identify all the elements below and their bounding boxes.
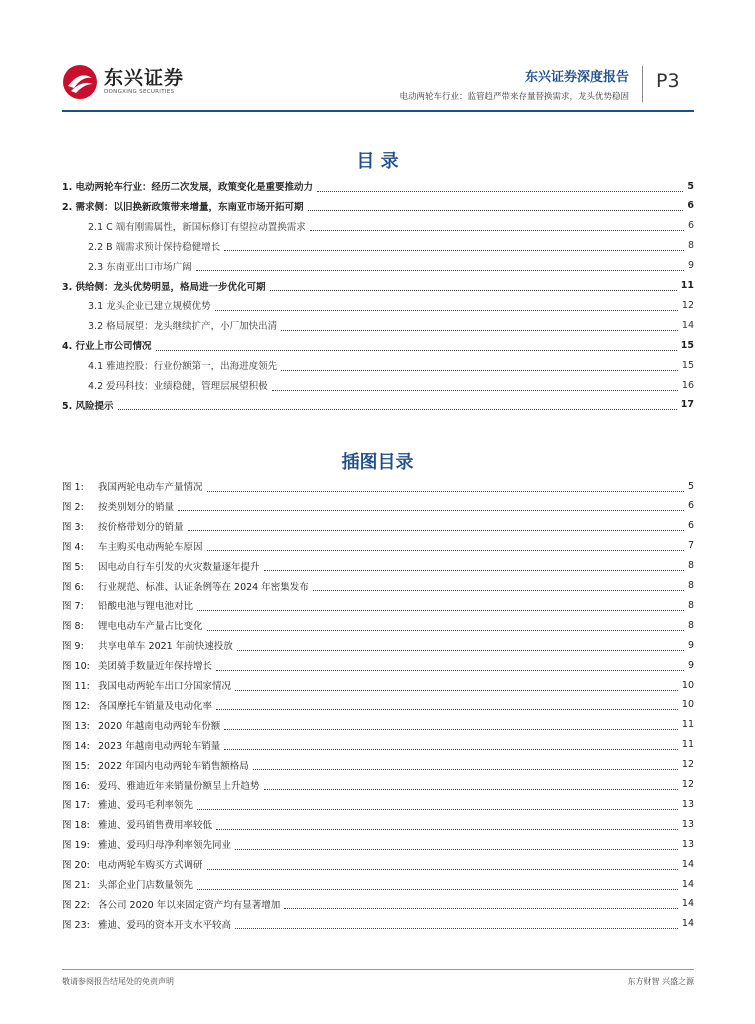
dot-leader <box>281 360 678 371</box>
entry-page-number: 5 <box>687 480 694 492</box>
entry-page-number: 10 <box>681 679 694 691</box>
entry-page-number: 13 <box>681 838 694 850</box>
entry-label <box>88 298 211 312</box>
entry-label <box>62 539 203 553</box>
entry-title: 各公司 2020 年以来固定资产均有显著增加 <box>98 899 281 911</box>
entry-label <box>62 837 231 851</box>
figure-entry[interactable] <box>62 756 694 774</box>
dot-leader <box>224 719 678 730</box>
entry-label <box>62 499 174 513</box>
dot-leader <box>284 898 678 909</box>
dot-leader <box>216 699 678 710</box>
footer-slogan: 东方财智 兴盛之源 <box>627 977 694 986</box>
entry-label <box>62 519 184 533</box>
entry-label <box>62 917 231 931</box>
report-title: 东兴证券深度报告 <box>524 70 629 85</box>
toc-entry[interactable] <box>62 296 694 314</box>
dot-leader <box>310 220 684 231</box>
entry-number: 3. <box>62 281 73 293</box>
entry-page-number: 12 <box>681 299 694 311</box>
dot-leader <box>197 879 678 890</box>
entry-number: 图 23: <box>62 919 90 931</box>
entry-page-number: 17 <box>680 399 694 411</box>
dot-leader <box>253 759 678 770</box>
entry-page-number: 7 <box>687 540 694 552</box>
entry-number: 图 20: <box>62 860 90 872</box>
entry-number: 图 12: <box>62 700 90 712</box>
entry-page-number: 14 <box>681 898 694 910</box>
entry-label <box>62 579 309 593</box>
entry-label <box>62 758 249 772</box>
dot-leader <box>235 680 678 691</box>
figure-entry[interactable] <box>62 696 694 714</box>
entry-number: 4. <box>62 341 73 353</box>
entry-label <box>62 718 220 732</box>
entry-number: 图 21: <box>62 880 90 891</box>
entry-label <box>62 479 203 493</box>
entry-title: 车主购买电动两轮车原因 <box>98 541 203 553</box>
dot-leader <box>317 181 683 192</box>
entry-page-number: 6 <box>687 200 694 212</box>
entry-title: 雅迪、爱玛的资本开支水平较高 <box>98 919 232 931</box>
entry-title: 爱玛、雅迪近年来销量份额呈上升趋势 <box>98 780 260 792</box>
entry-page-number: 5 <box>687 180 694 192</box>
figure-entry[interactable] <box>62 776 694 794</box>
entry-page-number: 8 <box>687 619 694 631</box>
entry-page-number: 14 <box>681 878 694 890</box>
entry-title: 行业上市公司情况 <box>75 341 152 353</box>
entry-number: 图 5: <box>62 561 84 573</box>
entry-label <box>62 279 266 293</box>
toc-entry[interactable] <box>62 356 694 374</box>
entry-title: 风险提示 <box>75 400 114 412</box>
entry-number: 图 11: <box>62 681 90 692</box>
dot-leader <box>207 859 678 870</box>
entry-page-number: 11 <box>680 280 694 291</box>
dot-leader <box>216 819 678 830</box>
entry-number: 图 6: <box>62 581 84 593</box>
company-logo <box>62 64 184 100</box>
entry-label <box>62 598 193 612</box>
dot-leader <box>235 839 678 850</box>
entry-title: 锂电电动车产量占比变化 <box>98 621 203 633</box>
entry-page-number: 14 <box>681 319 694 331</box>
entry-title: 铅酸电池与锂电池对比 <box>98 601 194 613</box>
entry-title: B 端需求预计保持稳健增长 <box>106 241 221 253</box>
entry-number: 2.3 <box>88 261 104 273</box>
entry-label <box>88 358 277 372</box>
entry-page-number: 8 <box>687 240 694 252</box>
toc-title: 目 录 <box>356 151 399 172</box>
entry-title: 我国电动两轮车出口分国家情况 <box>98 681 232 692</box>
entry-number: 2. <box>62 201 73 213</box>
figure-entry[interactable] <box>62 915 694 933</box>
entry-page-number: 13 <box>681 818 694 830</box>
figure-entry[interactable] <box>62 557 694 575</box>
entry-number: 图 17: <box>62 800 90 812</box>
header-rule <box>62 110 694 112</box>
entry-number: 图 7: <box>62 601 84 613</box>
entry-page-number: 16 <box>681 379 694 391</box>
entry-number: 2.2 <box>88 241 104 253</box>
entry-label <box>62 857 203 871</box>
entry-label <box>62 199 304 213</box>
entry-title: 需求侧：以旧换新政策带来增量，东南亚市场开拓可期 <box>75 201 304 213</box>
entry-number: 图 3: <box>62 521 84 533</box>
report-subtitle: 电动两轮车行业：监管趋严带来存量替换需求，龙头优势稳固 <box>399 92 629 102</box>
entry-page-number: 6 <box>687 220 694 232</box>
figure-entry[interactable] <box>62 875 694 893</box>
entry-page-number: 6 <box>687 520 694 532</box>
dot-leader <box>197 799 678 810</box>
logo-english-name: DONGXING SECURITIES <box>104 89 175 95</box>
dot-leader <box>216 660 684 671</box>
dot-leader <box>118 399 677 410</box>
entry-title: 雅迪、爱玛毛利率领先 <box>98 800 194 812</box>
entry-title: 按价格带划分的销量 <box>98 521 184 533</box>
dot-leader <box>215 300 678 311</box>
entry-number: 图 14: <box>62 740 90 752</box>
entry-page-number: 11 <box>681 739 694 751</box>
entry-number: 5. <box>62 400 73 412</box>
entry-title: 供给侧：龙头优势明显，格局进一步优化可期 <box>75 281 266 293</box>
dot-leader <box>156 340 677 351</box>
entry-label <box>88 219 306 233</box>
entry-page-number: 10 <box>681 699 694 711</box>
toc-entry[interactable] <box>62 177 694 195</box>
toc-entry[interactable] <box>62 376 694 394</box>
entry-number: 图 10: <box>62 661 90 673</box>
dot-leader <box>207 481 684 492</box>
entry-label <box>62 778 260 792</box>
footer-disclaimer: 敬请参阅报告结尾处的免责声明 <box>62 977 174 986</box>
entry-number: 图 16: <box>62 780 90 792</box>
figure-entry[interactable] <box>62 736 694 754</box>
figure-entry[interactable] <box>62 616 694 634</box>
entry-title: 雅迪控股：行业份额第一，出海进度领先 <box>106 361 278 373</box>
entry-label <box>88 318 277 332</box>
footer-rule <box>62 969 694 970</box>
entry-number: 3.1 <box>88 301 104 313</box>
dot-leader <box>264 560 684 571</box>
entry-page-number: 9 <box>687 260 694 272</box>
entry-label <box>62 618 203 632</box>
entry-number: 1. <box>62 182 73 193</box>
entry-title: 爱玛科技：业绩稳健，管理层展望积极 <box>106 381 268 392</box>
entry-number: 图 2: <box>62 501 84 513</box>
entry-label <box>62 897 280 911</box>
dot-leader <box>188 520 684 531</box>
figure-entry[interactable] <box>62 636 694 654</box>
figure-entry[interactable] <box>62 497 694 515</box>
entry-title: 按类别划分的销量 <box>98 501 175 513</box>
entry-number: 图 22: <box>62 899 90 911</box>
entry-title: 2023 年越南电动两轮车销量 <box>98 740 221 752</box>
entry-label <box>88 239 220 253</box>
figure-entry[interactable] <box>62 577 694 595</box>
entry-number: 图 1: <box>62 482 84 493</box>
entry-number: 图 19: <box>62 840 90 852</box>
dot-leader <box>197 600 684 611</box>
entry-page-number: 15 <box>681 359 694 371</box>
entry-number: 图 13: <box>62 720 90 732</box>
entry-title: 雅迪、爱玛销售费用率较低 <box>98 820 213 832</box>
figure-entry[interactable] <box>62 517 694 535</box>
entry-label <box>62 698 212 712</box>
entry-page-number: 14 <box>681 858 694 870</box>
figure-entry[interactable] <box>62 835 694 853</box>
entry-title: 各国摩托车销量及电动化率 <box>98 700 213 712</box>
dot-leader <box>207 620 684 631</box>
figure-entry[interactable] <box>62 477 694 495</box>
entry-title: 格局展望：龙头继续扩产，小厂加快出清 <box>106 321 278 333</box>
dot-leader <box>281 320 678 331</box>
figure-entry[interactable] <box>62 596 694 614</box>
entry-number: 2.1 <box>88 221 104 233</box>
entry-number: 图 8: <box>62 621 84 633</box>
entry-page-number: 12 <box>681 759 694 771</box>
figure-entry[interactable] <box>62 676 694 694</box>
entry-page-number: 13 <box>681 798 694 810</box>
entry-label <box>62 797 193 811</box>
entry-title: 头部企业门店数量领先 <box>98 880 194 891</box>
dot-leader <box>308 200 684 211</box>
figure-entry[interactable] <box>62 716 694 734</box>
dot-leader <box>235 918 678 929</box>
entry-label <box>62 678 231 692</box>
toc-entry[interactable] <box>62 336 694 354</box>
entry-label <box>62 877 193 891</box>
figure-entry[interactable] <box>62 656 694 674</box>
dot-leader <box>270 280 677 291</box>
entry-number: 3.2 <box>88 321 104 333</box>
entry-page-number: 14 <box>681 918 694 930</box>
entry-label <box>62 398 114 412</box>
figures-title: 插图目录 <box>341 452 414 473</box>
entry-page-number: 9 <box>687 639 694 651</box>
entry-number: 图 15: <box>62 760 90 772</box>
toc-entry[interactable] <box>62 257 694 275</box>
dot-leader <box>196 260 684 271</box>
entry-label <box>88 259 192 273</box>
dot-leader <box>272 380 678 391</box>
entry-page-number: 11 <box>681 719 694 731</box>
entry-number: 4.1 <box>88 361 104 373</box>
entry-title: 东南亚出口市场广阔 <box>106 261 192 273</box>
entry-page-number: 15 <box>680 339 694 351</box>
toc-entry[interactable] <box>62 237 694 255</box>
entry-title: 行业规范、标准、认证条例等在 2024 年密集发布 <box>98 581 309 593</box>
entry-label <box>62 817 212 831</box>
dot-leader <box>237 640 684 651</box>
entry-page-number: 8 <box>687 599 694 611</box>
figure-entry[interactable] <box>62 795 694 813</box>
entry-title: 电动两轮车购买方式调研 <box>98 860 203 872</box>
entry-label <box>88 378 268 392</box>
page-label: P3 <box>656 70 680 92</box>
dongxing-logo-icon <box>62 64 98 100</box>
dot-leader <box>224 739 678 750</box>
entry-title: 电动两轮车行业：经历二次发展，政策变化是重要推动力 <box>75 182 314 193</box>
entry-title: C 端有刚需属性，新国标修订有望拉动置换需求 <box>106 221 306 233</box>
entry-page-number: 8 <box>687 580 694 591</box>
entry-title: 共享电单车 2021 年前快速投放 <box>98 641 233 653</box>
toc-entry[interactable] <box>62 277 694 295</box>
entry-title: 因电动自行车引发的火灾数量逐年提升 <box>98 561 260 573</box>
logo-chinese-name: 东兴证券 <box>104 67 185 89</box>
dot-leader <box>264 779 678 790</box>
dot-leader <box>224 240 684 251</box>
toc-entry[interactable] <box>62 197 694 215</box>
entry-number: 图 18: <box>62 820 90 832</box>
entry-number: 图 9: <box>62 641 84 653</box>
entry-title: 龙头企业已建立规模优势 <box>106 301 211 313</box>
entry-page-number: 8 <box>687 560 694 572</box>
entry-label <box>62 638 233 652</box>
entry-page-number: 6 <box>687 500 694 512</box>
entry-title: 我国两轮电动车产量情况 <box>98 482 203 493</box>
entry-label <box>62 179 313 193</box>
entry-page-number: 9 <box>687 659 694 671</box>
entry-title: 2020 年越南电动两轮车份额 <box>98 720 221 732</box>
figure-entry[interactable] <box>62 855 694 873</box>
toc-entry[interactable] <box>62 316 694 334</box>
entry-title: 雅迪、爱玛归母净利率领先同业 <box>98 840 232 852</box>
figure-entry[interactable] <box>62 537 694 555</box>
entry-label <box>62 738 220 752</box>
entry-label <box>62 338 152 352</box>
toc-entry[interactable] <box>62 217 694 235</box>
figure-entry[interactable] <box>62 815 694 833</box>
entry-title: 2022 年国内电动两轮车销售额格局 <box>98 760 249 772</box>
toc-entry[interactable] <box>62 396 694 414</box>
dot-leader <box>207 540 684 551</box>
entry-page-number: 12 <box>681 779 694 790</box>
figure-entry[interactable] <box>62 895 694 913</box>
dot-leader <box>178 500 684 511</box>
header-divider <box>642 66 643 102</box>
entry-number: 图 4: <box>62 541 84 553</box>
entry-label <box>62 658 212 672</box>
entry-number: 4.2 <box>88 381 104 392</box>
entry-title: 美团骑手数量近年保持增长 <box>98 661 213 673</box>
dot-leader <box>313 580 684 591</box>
entry-label <box>62 559 260 573</box>
